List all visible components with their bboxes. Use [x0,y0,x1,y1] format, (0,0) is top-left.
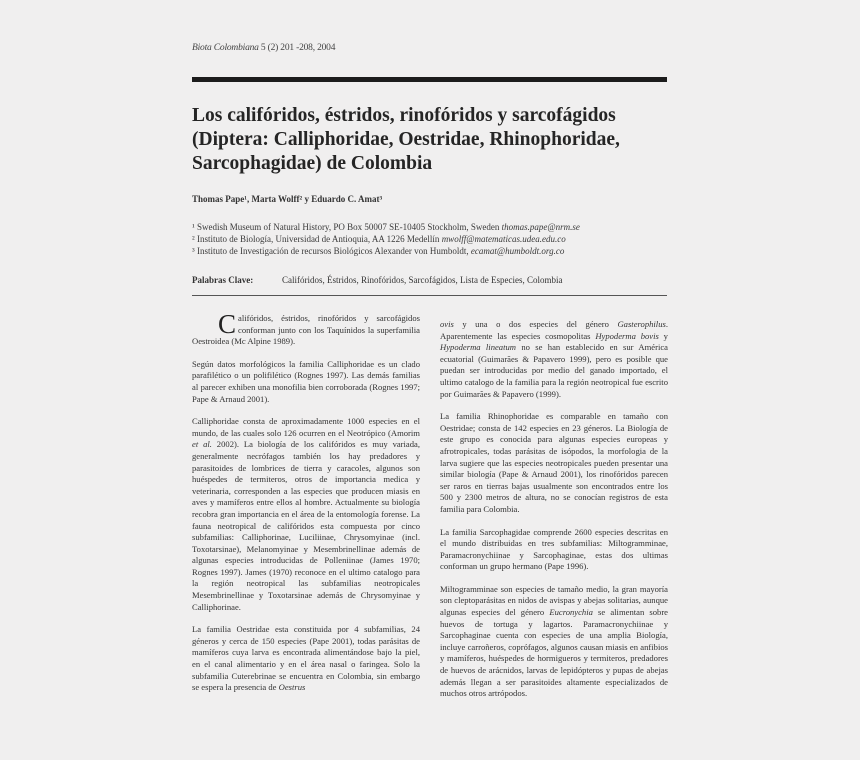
paragraph-italic: Hypoderma lineatum [440,342,516,353]
header-rule [192,77,667,82]
paragraph-italic: Eucronychia [549,607,593,618]
paragraph-text: 2002). La biología de los califóridos es muy variada, generalmente necrófagos también los hay predadores y parasitoides de lombrices de tierra y caracoles, algunos son huéspedes de termiteros, otros de importancia medica y veterinaria, corresponden a las especies que producen miasis en aves y mamíferos entre ellos al hombre. Actualmente su biología recobra gran importancia en el área de la entomología forense. La fauna neotropical de califóridos esta compuesta por cinco subfamilias: Calliphorinae, Luciliinae, Chrysomyinae (incl. Toxotarsinae), Melanomyinae y Mesembrinellinae además de algunas especies introducidas de Polleniinae (James 1970; Rognes 1997). James (1970) reconoce en el ultimo catalogo para la región neotropical las subfamilias neotropicales Mesembrinellinae y Toxotarsinae además de Chrysomyinae y Calliphorinae. [192,439,420,612]
paragraph-italic: Gasterophilus [617,319,666,329]
paragraph [192,416,420,613]
affiliation-text: ² Instituto de Biología, Universidad de Antioquia, AA 1226 Medellín [192,234,442,244]
affiliation-2 [192,233,580,245]
title-line: Los califóridos, éstridos, rinofóridos y sarcofágidos [192,105,616,126]
affiliation-3 [192,245,580,257]
affiliation-1 [192,221,580,233]
paragraph-text: alifóridos, éstridos, rinofóridos y sarcofágidos conforman junto con los Taquínidos la superfamilia Oestroidea (Mc Alpine 1989). [192,313,420,347]
paragraph-text: y una o dos especies del género [453,319,618,329]
affiliations [192,221,580,257]
title-line: Sarcophagidae) de Colombia [192,153,433,174]
affiliation-text: ¹ Swedish Museum of Natural History, PO Box 50007 SE-10405 Stockholm, Sweden [192,222,502,232]
paragraph-italic: Hypoderma bovis [595,330,659,341]
keywords [192,275,562,285]
paragraph-text: no se han establecido en sur América ecuatorial (Guimarães & Papavero 1999), pero es posible que puedan ser introducidas por medio del ganado importado, el ultimo catalogo de la familia para la región neotropical fue escrito por Guimarães & Papavero (1999). [440,342,668,399]
paragraph-text: y [658,330,668,341]
keywords-rule [192,295,667,296]
paragraph [192,309,420,348]
body-column-right [440,319,668,711]
paragraph-text: Calliphoridae consta de aproximadamente 1000 especies en el mundo, de las cuales solo 126 ocurren en el Neotrópico (Amorim [192,416,420,438]
title-line: (Diptera: Calliphoridae, Oestridae, Rhinophoridae, [192,129,620,150]
affiliation-email: ecamat@humboldt.org.co [470,246,565,256]
paragraph: La familia Rhinophoridae es comparable en tamaño con Oestridae; consta de 142 especies en 23 géneros. La Biología de este grupo es conocida para algunas especies europeas y afrotropicales, todas parásitas de isópodos, la morfologia de la larva sugiere que las especies neotropicales pueden presentar una similar biología (Pape & Arnaud 2001), los rinofóridos parecen ser raros en tierras bajas usualmente son encontrados entre los 500 y 2300 metros de altura, no se conocían registros de esta familia para Colombia. [440,411,668,514]
paragraph-italic: et al. [192,439,212,450]
paragraph: Según datos morfológicos la familia Calliphoridae es un clado parafilético o un polifilético (Rognes 1997). Las demás familias al parecer exhiben una monofilia bien corroborada (Rognes 1997; Pape & Arnaud 2001). [192,358,420,404]
article-title [192,104,672,176]
paragraph-text: se alimentan sobre huevos de tortuga y lagartos. Paramacronychiinae y Sarcophaginae cuenta con especies de una amplia Biología, incluye carroñeros, coprófagos, algunos causan miasis en anfibios y mamíferos, huéspedes de hormigueros y termiteros, predadores de huevos de arácnidos, larvas de lepidópteros y pupas de abejas además llegan a ser parasitoides altamente especializados de muchos otros artrópodos. [440,607,668,699]
journal-citation [192,43,335,53]
authors: Thomas Pape¹, Marta Wolff² y Eduardo C. Amat³ [192,194,383,204]
paragraph-italic: ovis [440,319,454,329]
paragraph [440,584,668,700]
keywords-label: Palabras Clave: [192,275,254,285]
paragraph-italic: Oestrus [278,682,306,693]
journal-name: Biota Colombiana [192,43,259,53]
paragraph-text: Miltogramminae son especies de tamaño medio, la gran mayoría son cleptoparásitas en nidos de avispas y abejas solitarias, aunque algunas especies del género [440,583,668,618]
paragraph [440,319,668,400]
journal-volume-pages: 5 (2) 201 -208, 2004 [258,43,336,53]
paragraph [192,624,420,694]
affiliation-email: mwolff@matematicas.udea.edu.co [441,234,566,244]
affiliation-text: ³ Instituto de Investigación de recursos Biológicos Alexander von Humboldt, [192,246,471,256]
body-column-left [192,309,420,705]
keywords-list: Califóridos, Éstridos, Rinofóridos, Sarcofágidos, Lista de Especies, Colombia [282,275,563,285]
paragraph: La familia Sarcophagidae comprende 2600 especies descritas en el mundo distribuidas en tres subfamilias: Miltogramminae, Paramacronychiinae y Sarcophaginae, estas dos ultimas conforman un grupo hermano (Pape 1996). [440,526,668,572]
drop-cap: C [218,309,237,339]
affiliation-email: thomas.pape@nrm.se [501,222,580,232]
paragraph-text: La familia Oestridae esta constituida por 4 subfamilias, 24 géneros y cerca de 150 especies (Pape 2001), todas parásitas de mamíferos cuya larva es encontrada alimentándose bajo la piel, en el canal alimentario y en el área nasal o faringea. Solo la subfamilia Cuterebrinae se encuentra en Colombia, sin embargo se espera la presencia de [192,624,420,693]
paragraph-text: . Aparentemente las especies cosmopolitas [440,319,668,341]
